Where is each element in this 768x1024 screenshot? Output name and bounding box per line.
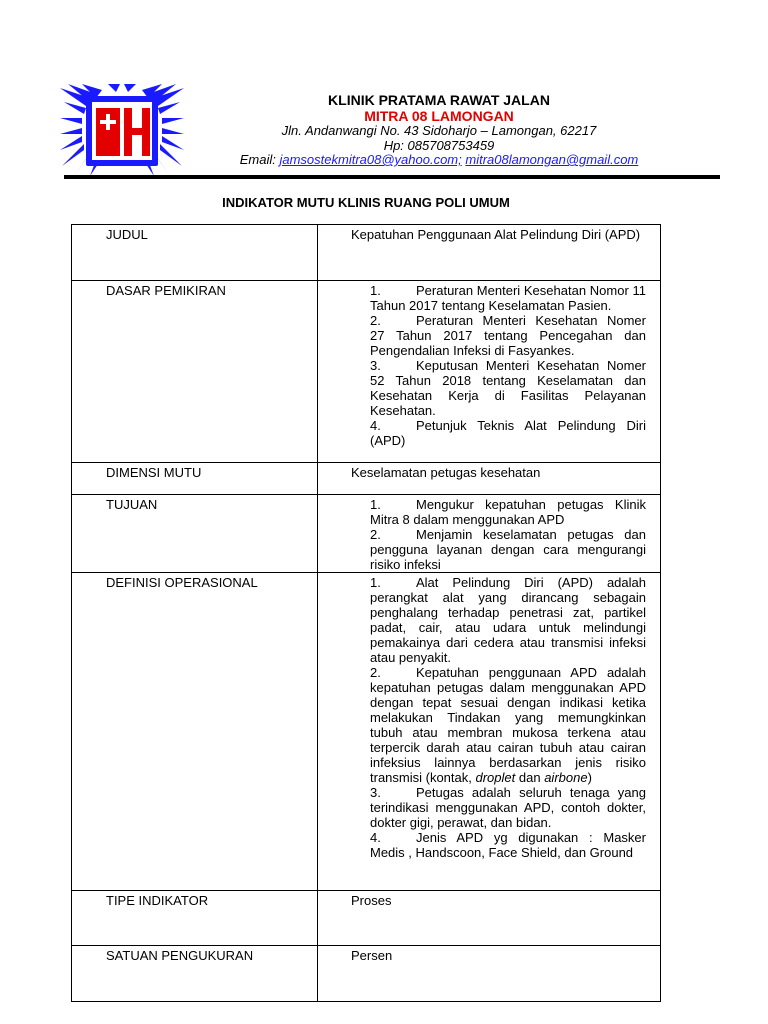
row-label: DIMENSI MUTU <box>72 463 318 495</box>
clinic-logo <box>60 84 184 176</box>
clinic-branch: MITRA 08 LAMONGAN <box>364 108 514 124</box>
row-value: Persen <box>318 946 661 1002</box>
list-item: 1. Peraturan Menteri Kesehatan Nomor 11 Tahun 2017 tentang Keselamatan Pasien. <box>370 283 646 313</box>
clinic-email-line <box>200 152 678 168</box>
header-divider <box>64 175 720 179</box>
clinic-name: KLINIK PRATAMA RAWAT JALAN <box>328 92 550 108</box>
list-item: 2. Peraturan Menteri Kesehatan Nomer 27 Tahun 2017 tentang Pencegahan dan Pengendalian Infeksi di Fasyankes. <box>370 313 646 358</box>
email-link-gmail[interactable]: mitra08lamongan@gmail.com <box>465 152 639 167</box>
row-dasar-pemikiran <box>72 281 661 463</box>
row-tipe-indikator <box>72 891 661 946</box>
list-item: 3. Keputusan Menteri Kesehatan Nomer 52 Tahun 2018 tentang Keselamatan dan Kesehatan Kerja di Fasilitas Pelayanan Kesehatan. <box>370 358 646 418</box>
list-item: 4. Jenis APD yg digunakan : Masker Medis , Handscoon, Face Shield, dan Ground <box>370 830 646 860</box>
row-judul <box>72 225 661 281</box>
row-value: Proses <box>318 891 661 946</box>
indicator-table <box>71 224 661 1002</box>
row-value: Keselamatan petugas kesehatan <box>318 463 661 495</box>
list-item: 2. Kepatuhan penggunaan APD adalah kepatuhan petugas dalam menggunakan APD dengan tepat sesuai dengan indikasi ketika melakukan Tindakan yang memungkinkan tubuh atau membran mukosa terkena atau terpercik darah atau cairan tubuh atau cairan infeksius lainnya berdasarkan jenis risiko transmisi (kontak, droplet dan airbone) <box>370 665 646 785</box>
list-item: 3. Petugas adalah seluruh tenaga yang terindikasi menggunakan APD, contoh dokter, dokter gigi, perawat, dan bidan. <box>370 785 646 830</box>
row-label: TUJUAN <box>72 495 318 573</box>
document-title: INDIKATOR MUTU KLINIS RUANG POLI UMUM <box>222 195 510 210</box>
row-value <box>318 281 661 463</box>
list-item: 1. Alat Pelindung Diri (APD) adalah perangkat alat yang dirancang sebagain penghalang terhadap penetrasi zat, partikel padat, cair, atau udara untuk melindungi pemakainya dari cedera atau transmisi infeksi atau penyakit. <box>370 575 646 665</box>
email-link-yahoo[interactable]: jamsostekmitra08@yahoo.com; <box>279 152 462 167</box>
row-label: DEFINISI OPERASIONAL <box>72 573 318 891</box>
email-label: Email: <box>239 152 276 167</box>
list-item: 2. Menjamin keselamatan petugas dan pengguna layanan dengan cara mengurangi risiko infeksi <box>370 527 646 572</box>
row-value <box>318 495 661 573</box>
list-item: 4. Petunjuk Teknis Alat Pelindung Diri (APD) <box>370 418 646 448</box>
row-label: JUDUL <box>72 225 318 281</box>
row-label: DASAR PEMIKIRAN <box>72 281 318 463</box>
row-tujuan <box>72 495 661 573</box>
row-value: Kepatuhan Penggunaan Alat Pelindung Diri (APD) <box>318 225 661 281</box>
row-label: TIPE INDIKATOR <box>72 891 318 946</box>
clinic-address: Jln. Andanwangi No. 43 Sidoharjo – Lamongan, 62217 <box>281 123 597 138</box>
clinic-phone: Hp: 085708753459 <box>383 138 495 153</box>
row-definisi-operasional <box>72 573 661 891</box>
list-item: 1. Mengukur kepatuhan petugas Klinik Mitra 8 dalam menggunakan APD <box>370 497 646 527</box>
row-value <box>318 573 661 891</box>
row-satuan-pengukuran <box>72 946 661 1002</box>
row-dimensi-mutu <box>72 463 661 495</box>
row-label: SATUAN PENGUKURAN <box>72 946 318 1002</box>
